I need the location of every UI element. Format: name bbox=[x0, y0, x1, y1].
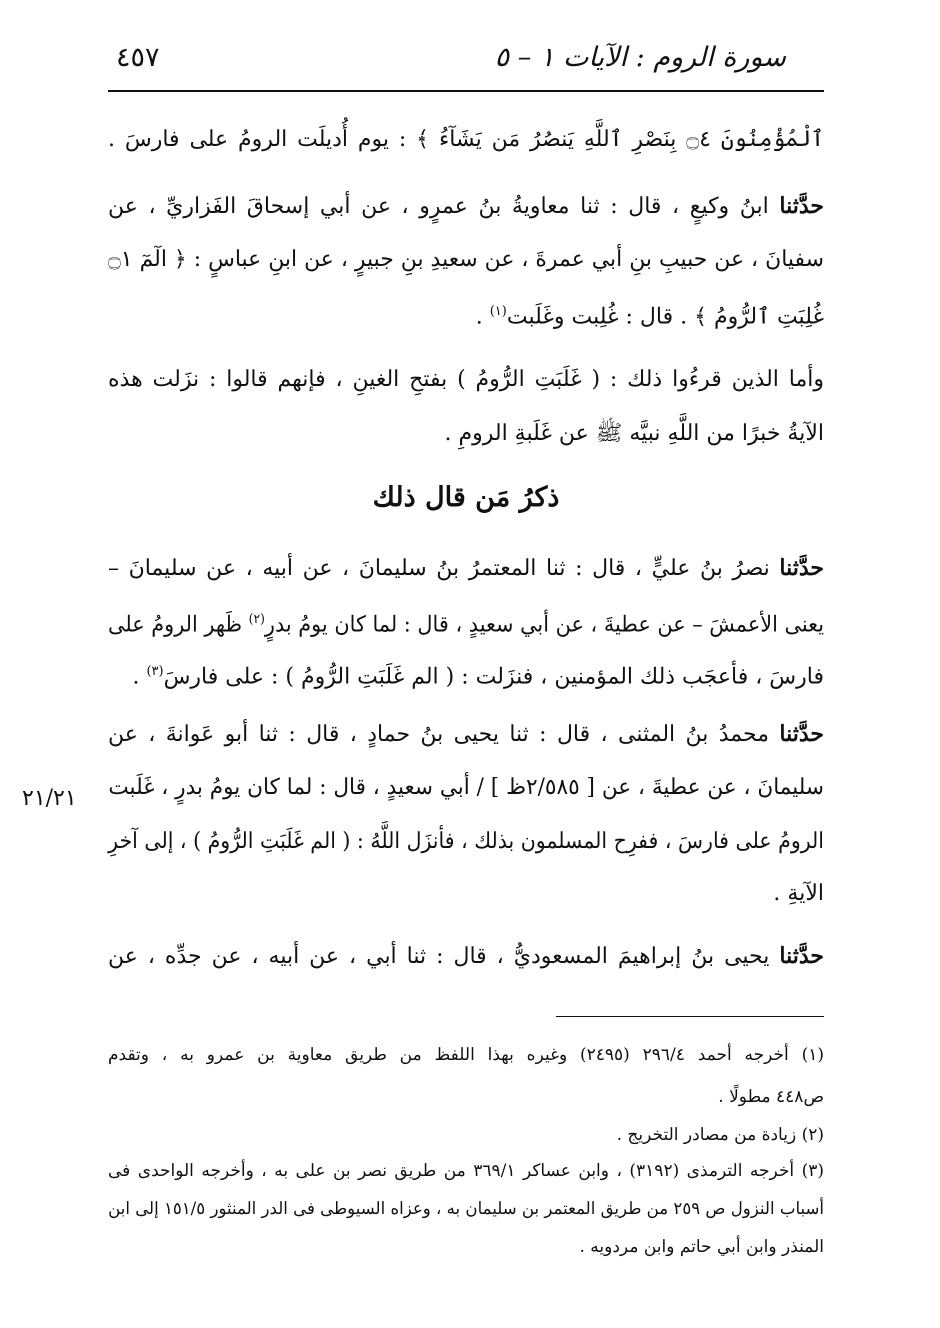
para5-line1: حدَّثنا محمدُ بنُ المثنى ، قال : ثنا يحيى بنُ حمادٍ ، قال : ثنا أبو عَوانةَ ، عن bbox=[108, 721, 824, 747]
footnote-2: (٢) زيادة من مصادر التخريج . bbox=[616, 1125, 824, 1145]
para4-line2: يعنى الأعمشَ – عن عطيةَ ، عن أبي سعيدٍ ، قال : لما كان يومُ بدرٍ$^{(٢)}$ ظَهر الرومُ على bbox=[107, 612, 824, 638]
footnote-3-line3: المنذر وابن أبي حاتم وابن مردويه . bbox=[579, 1237, 824, 1257]
para5-line4: الآيةِ . bbox=[773, 881, 824, 906]
margin-volume-page-ref: ٢١/٢١ bbox=[22, 786, 77, 811]
footnote-ref-3: (٣) bbox=[146, 664, 164, 679]
footnote-separator bbox=[556, 1016, 824, 1017]
hadith-lead: حدَّثنا bbox=[779, 721, 824, 747]
para4-line3: فارسَ ، فأعجَب ذلك المؤمنين ، فنزَلت : ( الم غَلَبَتِ الرُّومُ ) : على فارسَ$^{(٣)}$ . bbox=[132, 664, 824, 690]
header-rule bbox=[108, 90, 824, 92]
para3-line2: الآيةُ خبرًا من اللَّهِ نبيَّه ﷺ عن غَلَبةِ الرومِ . bbox=[444, 421, 824, 446]
para6-line1: حدَّثنا يحيى بنُ إبراهيمَ المسعوديُّ ، قال : ثنا أبي ، عن أبيه ، عن جدِّه ، عن bbox=[108, 943, 824, 969]
section-heading: ذكرُ مَن قال ذلك bbox=[372, 482, 560, 513]
para4-line1: حدَّثنا نصرُ بنُ عليٍّ ، قال : ثنا المعتمرُ بنُ سليمانَ ، عن أبيه ، عن سليمانَ – bbox=[108, 555, 824, 581]
page-header bbox=[108, 34, 826, 84]
para1-line1: ٱلْمُؤْمِنُونَ ۝٤ بِنَصْرِ ٱللَّهِ يَنصُرُ مَن يَشَآءُ ﴾ : يوم أُديلَت الرومُ على فارسَ . bbox=[108, 127, 824, 152]
para5-line3: الرومُ على فارسَ ، ففرِح المسلمون بذلك ، فأنزَل اللَّهُ : ( الم غَلَبَتِ الرُّومُ ) ، إلى آخرِ bbox=[108, 829, 824, 854]
hadith-lead: حدَّثنا bbox=[779, 193, 824, 219]
footnote-1-line2: ص٤٤٨ مطولًا . bbox=[718, 1087, 824, 1107]
hadith-lead: حدَّثنا bbox=[779, 943, 824, 969]
hadith-lead: حدَّثنا bbox=[779, 555, 824, 581]
footnote-3-line2: أسباب النزول ص ٢٥٩ من طريق المعتمر بن سليمان به ، وعزاه السيوطى فى الدر المنثور ١٥١/٥ إلى ابن bbox=[108, 1199, 824, 1219]
footnote-3-line1: (٣) أخرجه الترمذى (٣١٩٢) ، وابن عساكر ٣٦٩/١ من طريق نصر بن على به ، وأخرجه الواحدى فى bbox=[108, 1161, 825, 1181]
para2-line2: سفيانَ ، عن حبيبِ بنِ أبي عمرةَ ، عن سعيدِ بنِ جبيرٍ ، عن ابنِ عباسٍ : ﴿ الٓمٓ ۝١ bbox=[107, 247, 825, 272]
running-title: سورة الروم : الآيات ١ – ٥ bbox=[494, 42, 786, 73]
para2-line1: حدَّثنا ابنُ وكيعٍ ، قال : ثنا معاويةُ بنُ عمرٍو ، عن أبي إسحاقَ الفَزاريِّ ، عن bbox=[108, 193, 824, 219]
page-number: ٤٥٧ bbox=[116, 42, 160, 73]
para3-line1: وأما الذين قرءُوا ذلك : ( غَلَبَتِ الرُّومُ ) بفتحِ الغينِ ، فإنهم قالوا : نزَلت هذه bbox=[108, 367, 824, 392]
footnote-1-line1: (١) أخرجه أحمد ٢٩٦/٤ (٢٤٩٥) وغيره بهذا اللفظ من طريق معاوية بن عمرو به ، وتقدم bbox=[108, 1045, 825, 1065]
para2-line3: غُلِبَتِ ٱلرُّومُ ﴾ . قال : غُلِبت وغَلَبت$^{(١)}$ . bbox=[475, 304, 824, 330]
para5-line2: سليمانَ ، عن عطيةَ ، عن [ ٢/٥٨٥ظ ] / أبي سعيدٍ ، قال : لما كان يومُ بدرٍ ، غَلَبت bbox=[108, 775, 824, 800]
footnote-ref-1: (١) bbox=[489, 304, 507, 319]
footnote-ref-2: (٢) bbox=[248, 612, 265, 627]
